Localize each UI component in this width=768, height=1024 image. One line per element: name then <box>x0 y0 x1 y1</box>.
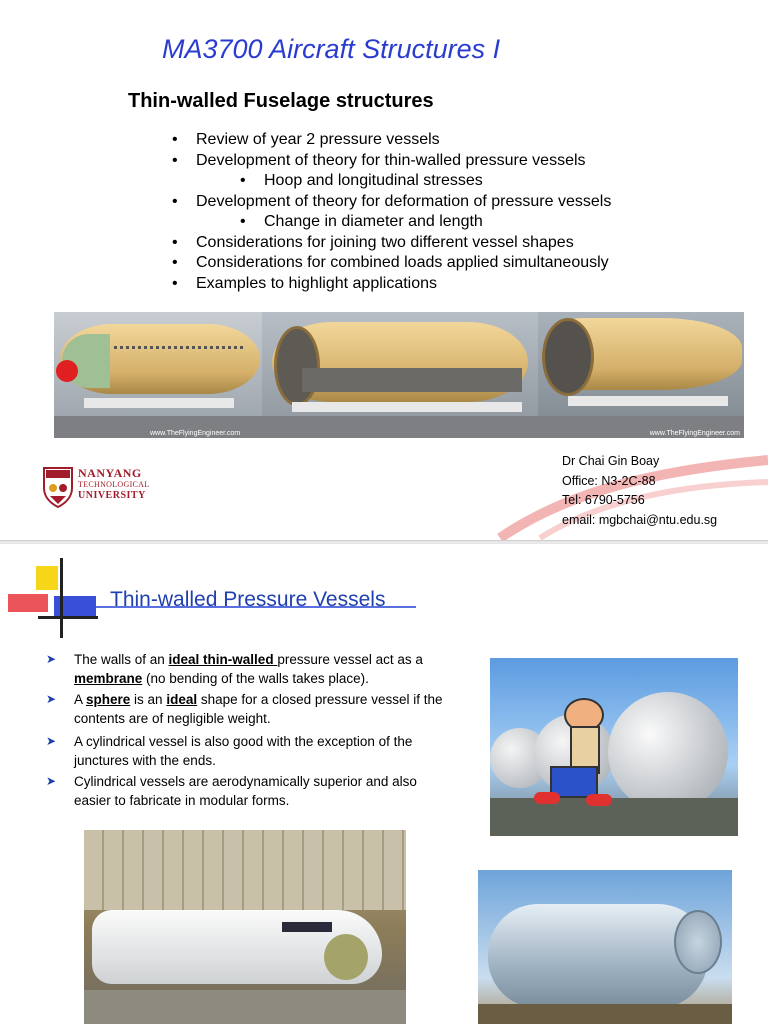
ntu-crest-icon <box>42 466 74 508</box>
sub-list-item: • Hoop and longitudinal stresses <box>172 171 611 192</box>
list-item: • Examples to highlight applications <box>172 274 611 295</box>
fuselage-nose-photo <box>54 312 262 438</box>
contact-office: Office: N3-2C-88 <box>562 473 656 488</box>
arrow-bullet-icon: ➤ <box>46 734 57 748</box>
fuselage-section-photo <box>262 312 538 438</box>
slide-title: MA3700 Aircraft Structures I <box>162 34 501 64</box>
list-item: ➤ Cylindrical vessels are aerodynamically superior and also easier to fabricate in modular forms. <box>46 774 417 808</box>
list-item: ➤ The walls of an ideal thin-walled pressure vessel act as a membrane (no bending of the walls takes place). <box>46 652 423 686</box>
keyword: ideal thin-walled <box>168 652 278 667</box>
list-item: • Considerations for combined loads applied simultaneously <box>172 253 611 274</box>
slide-subtitle: Thin-walled Fuselage structures <box>128 90 434 112</box>
arrow-bullet-icon: ➤ <box>46 774 57 788</box>
fuselage-tail-photo <box>538 312 744 438</box>
list-item: • Review of year 2 pressure vessels <box>172 130 611 151</box>
logo-line-3: UNIVERSITY <box>78 490 146 501</box>
keyword: sphere <box>86 692 131 707</box>
list-item: • Considerations for joining two different vessel shapes <box>172 233 611 254</box>
cylindrical-vessel-photo <box>478 870 732 1024</box>
list-item: ➤ A sphere is an ideal shape for a closed pressure vessel if the contents are of negligible weight. <box>46 692 443 726</box>
list-item: • Development of theory for deformation of pressure vessels <box>172 192 611 213</box>
contact-tel: Tel: 6790-5756 <box>562 493 645 507</box>
slide-title: Thin-walled Pressure Vessels <box>110 588 386 611</box>
logo-line-2: TECHNOLOGICAL <box>78 480 150 489</box>
image-watermark: www.TheFlyingEngineer.com <box>649 430 740 437</box>
contact-name: Dr Chai Gin Boay <box>562 454 660 468</box>
list-item: ➤ A cylindrical vessel is also good with the exception of the junctures with the ends. <box>46 734 413 768</box>
arrow-bullet-icon: ➤ <box>46 692 57 706</box>
slide-2 <box>0 544 768 1024</box>
spherical-tanks-photo <box>490 658 738 836</box>
keyword: membrane <box>74 671 143 686</box>
contact-info <box>562 452 717 530</box>
ntu-logo <box>42 464 172 510</box>
fuselage-assembly-photo <box>84 830 406 1024</box>
logo-line-1: NANYANG <box>78 466 142 480</box>
sub-list-item: • Change in diameter and length <box>172 212 611 233</box>
image-watermark: www.TheFlyingEngineer.com <box>150 430 241 437</box>
keyword: ideal <box>166 692 198 707</box>
list-item: • Development of theory for thin-walled pressure vessels <box>172 151 611 172</box>
fuselage-photo-strip <box>54 312 744 438</box>
arrow-bullet-icon: ➤ <box>46 652 57 666</box>
contact-email: email: mgbchai@ntu.edu.sg <box>562 512 718 527</box>
topic-list <box>172 130 611 294</box>
